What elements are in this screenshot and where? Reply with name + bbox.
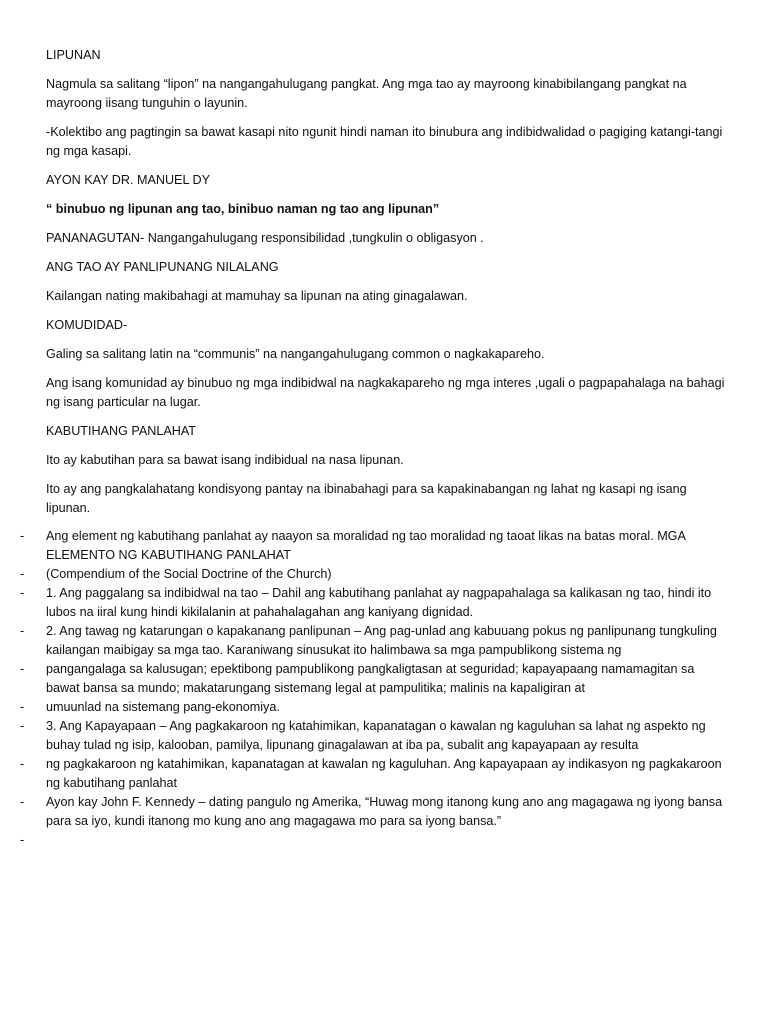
paragraph-makibahagi: Kailangan nating makibahagi at mamuhay sa lipunan na ating ginagalawan.: [46, 289, 468, 303]
list-bullet: -: [20, 567, 25, 581]
section-heading-panlipunang-nilalang: ANG TAO AY PANLIPUNANG NILALANG: [46, 260, 279, 274]
dash-list: [0, 527, 768, 847]
paragraph-kabutihan-definition: Ito ay kabutihan para sa bawat isang indibidual na nasa lipunan.: [46, 453, 404, 467]
list-item: [0, 755, 768, 793]
list-item: [0, 527, 768, 565]
list-bullet: -: [20, 795, 25, 809]
paragraph-pangkalahatang-kondisyon: Ito ay ang pangkalahatang kondisyong pantay na ibinabahagi para sa kapakinabangan ng lahat ng kasapi ng isang lipunan.: [46, 482, 687, 515]
list-bullet: -: [20, 719, 25, 733]
paragraph-pananagutan: PANANAGUTAN- Nangangahulugang responsibilidad ,tungkulin o obligasyon .: [46, 231, 484, 245]
list-bullet: -: [20, 624, 25, 638]
list-item: [0, 565, 768, 584]
list-item-text: (Compendium of the Social Doctrine of the Church): [46, 567, 332, 581]
list-item: [0, 584, 768, 622]
list-bullet: -: [20, 529, 25, 543]
paragraph-komunidad-definition: Ang isang komunidad ay binubuo ng mga indibidwal na nagkakapareho ng mga interes ,ugali o pagpapahalaga na bahagi ng isang particular na lugar.: [46, 376, 725, 409]
list-bullet: -: [20, 833, 25, 847]
quote-dr-manuel-dy: “ binubuo ng lipunan ang tao, binibuo naman ng tao ang lipunan”: [46, 202, 440, 216]
section-heading-dr-manuel-dy: AYON KAY DR. MANUEL DY: [46, 173, 210, 187]
list-item: [0, 622, 768, 660]
list-item-text: Ang element ng kabutihang panlahat ay naayon sa moralidad ng tao moralidad ng taoat likas na batas moral. MGA ELEMENTO NG KABUTIHANG PANLAHAT: [46, 529, 686, 562]
list-item: [0, 793, 768, 831]
section-heading-kabutihang-panlahat: KABUTIHANG PANLAHAT: [46, 424, 196, 438]
list-bullet: -: [20, 757, 25, 771]
list-item: [0, 698, 768, 717]
list-item-text: 2. Ang tawag ng katarungan o kapakanang panlipunan – Ang pag-unlad ang kabuuang pokus ng panlipunang tungkuling kailangan maibigay sa mga tao. Karaniwang sinusukat ito halimbawa sa mga pampublikong sistema ng: [46, 624, 717, 657]
list-item-text: 1. Ang paggalang sa indibidwal na tao – Dahil ang kabutihang panlahat ay nagpapahalaga sa kalikasan ng tao, hindi ito lubos na iiral kung hindi kikilalanin at pahahalagahan ang kaniyang dignidad.: [46, 586, 712, 619]
list-item-text: ng pagkakaroon ng katahimikan, kapanatagan at kawalan ng kaguluhan. Ang kapayapaan ay indikasyon ng pagkakaroon ng kabutihang panlahat: [46, 757, 722, 790]
list-item-text: 3. Ang Kapayapaan – Ang pagkakaroon ng katahimikan, kapanatagan o kawalan ng kaguluhan sa lahat ng aspekto ng buhay tulad ng isip, kalooban, pamilya, lipunang ginagalawan at iba pa, subalit ang kapayapaan ay resulta: [46, 719, 706, 752]
document-body: [46, 46, 726, 528]
list-item-text: Ayon kay John F. Kennedy – dating pangulo ng Amerika, “Huwag mong itanong kung ano ang magagawa ng iyong bansa para sa iyo, kundi itanong mo kung ano ang magagawa mo para sa iyong bansa.”: [46, 795, 723, 828]
paragraph-kolektibo: -Kolektibo ang pagtingin sa bawat kasapi nito ngunit hindi naman ito binubura ang indibidwalidad o pagiging katangi-tangi ng mga kasapi.: [46, 125, 723, 158]
list-bullet: -: [20, 700, 25, 714]
list-item-text: pangangalaga sa kalusugan; epektibong pampublikong pangkaligtasan at seguridad; kapayapaang namamagitan sa bawat bansa sa mundo; makatarungang sistemang legal at pampulitika; malinis na kapaligiran at: [46, 662, 695, 695]
list-item: [0, 717, 768, 755]
section-heading-komudidad: KOMUDIDAD-: [46, 318, 128, 332]
list-item: [0, 660, 768, 698]
list-bullet: -: [20, 662, 25, 676]
list-item-text: umuunlad na sistemang pang-ekonomiya.: [46, 700, 280, 714]
section-heading-lipunan: LIPUNAN: [46, 48, 101, 62]
paragraph-lipunan-definition: Nagmula sa salitang “lipon” na nangangahulugang pangkat. Ang mga tao ay mayroong kinabibilangang pangkat na mayroong iisang tunguhin o layunin.: [46, 77, 687, 110]
list-bullet: -: [20, 586, 25, 600]
paragraph-communis: Galing sa salitang latin na “communis” na nangangahulugang common o nagkakapareho.: [46, 347, 545, 361]
